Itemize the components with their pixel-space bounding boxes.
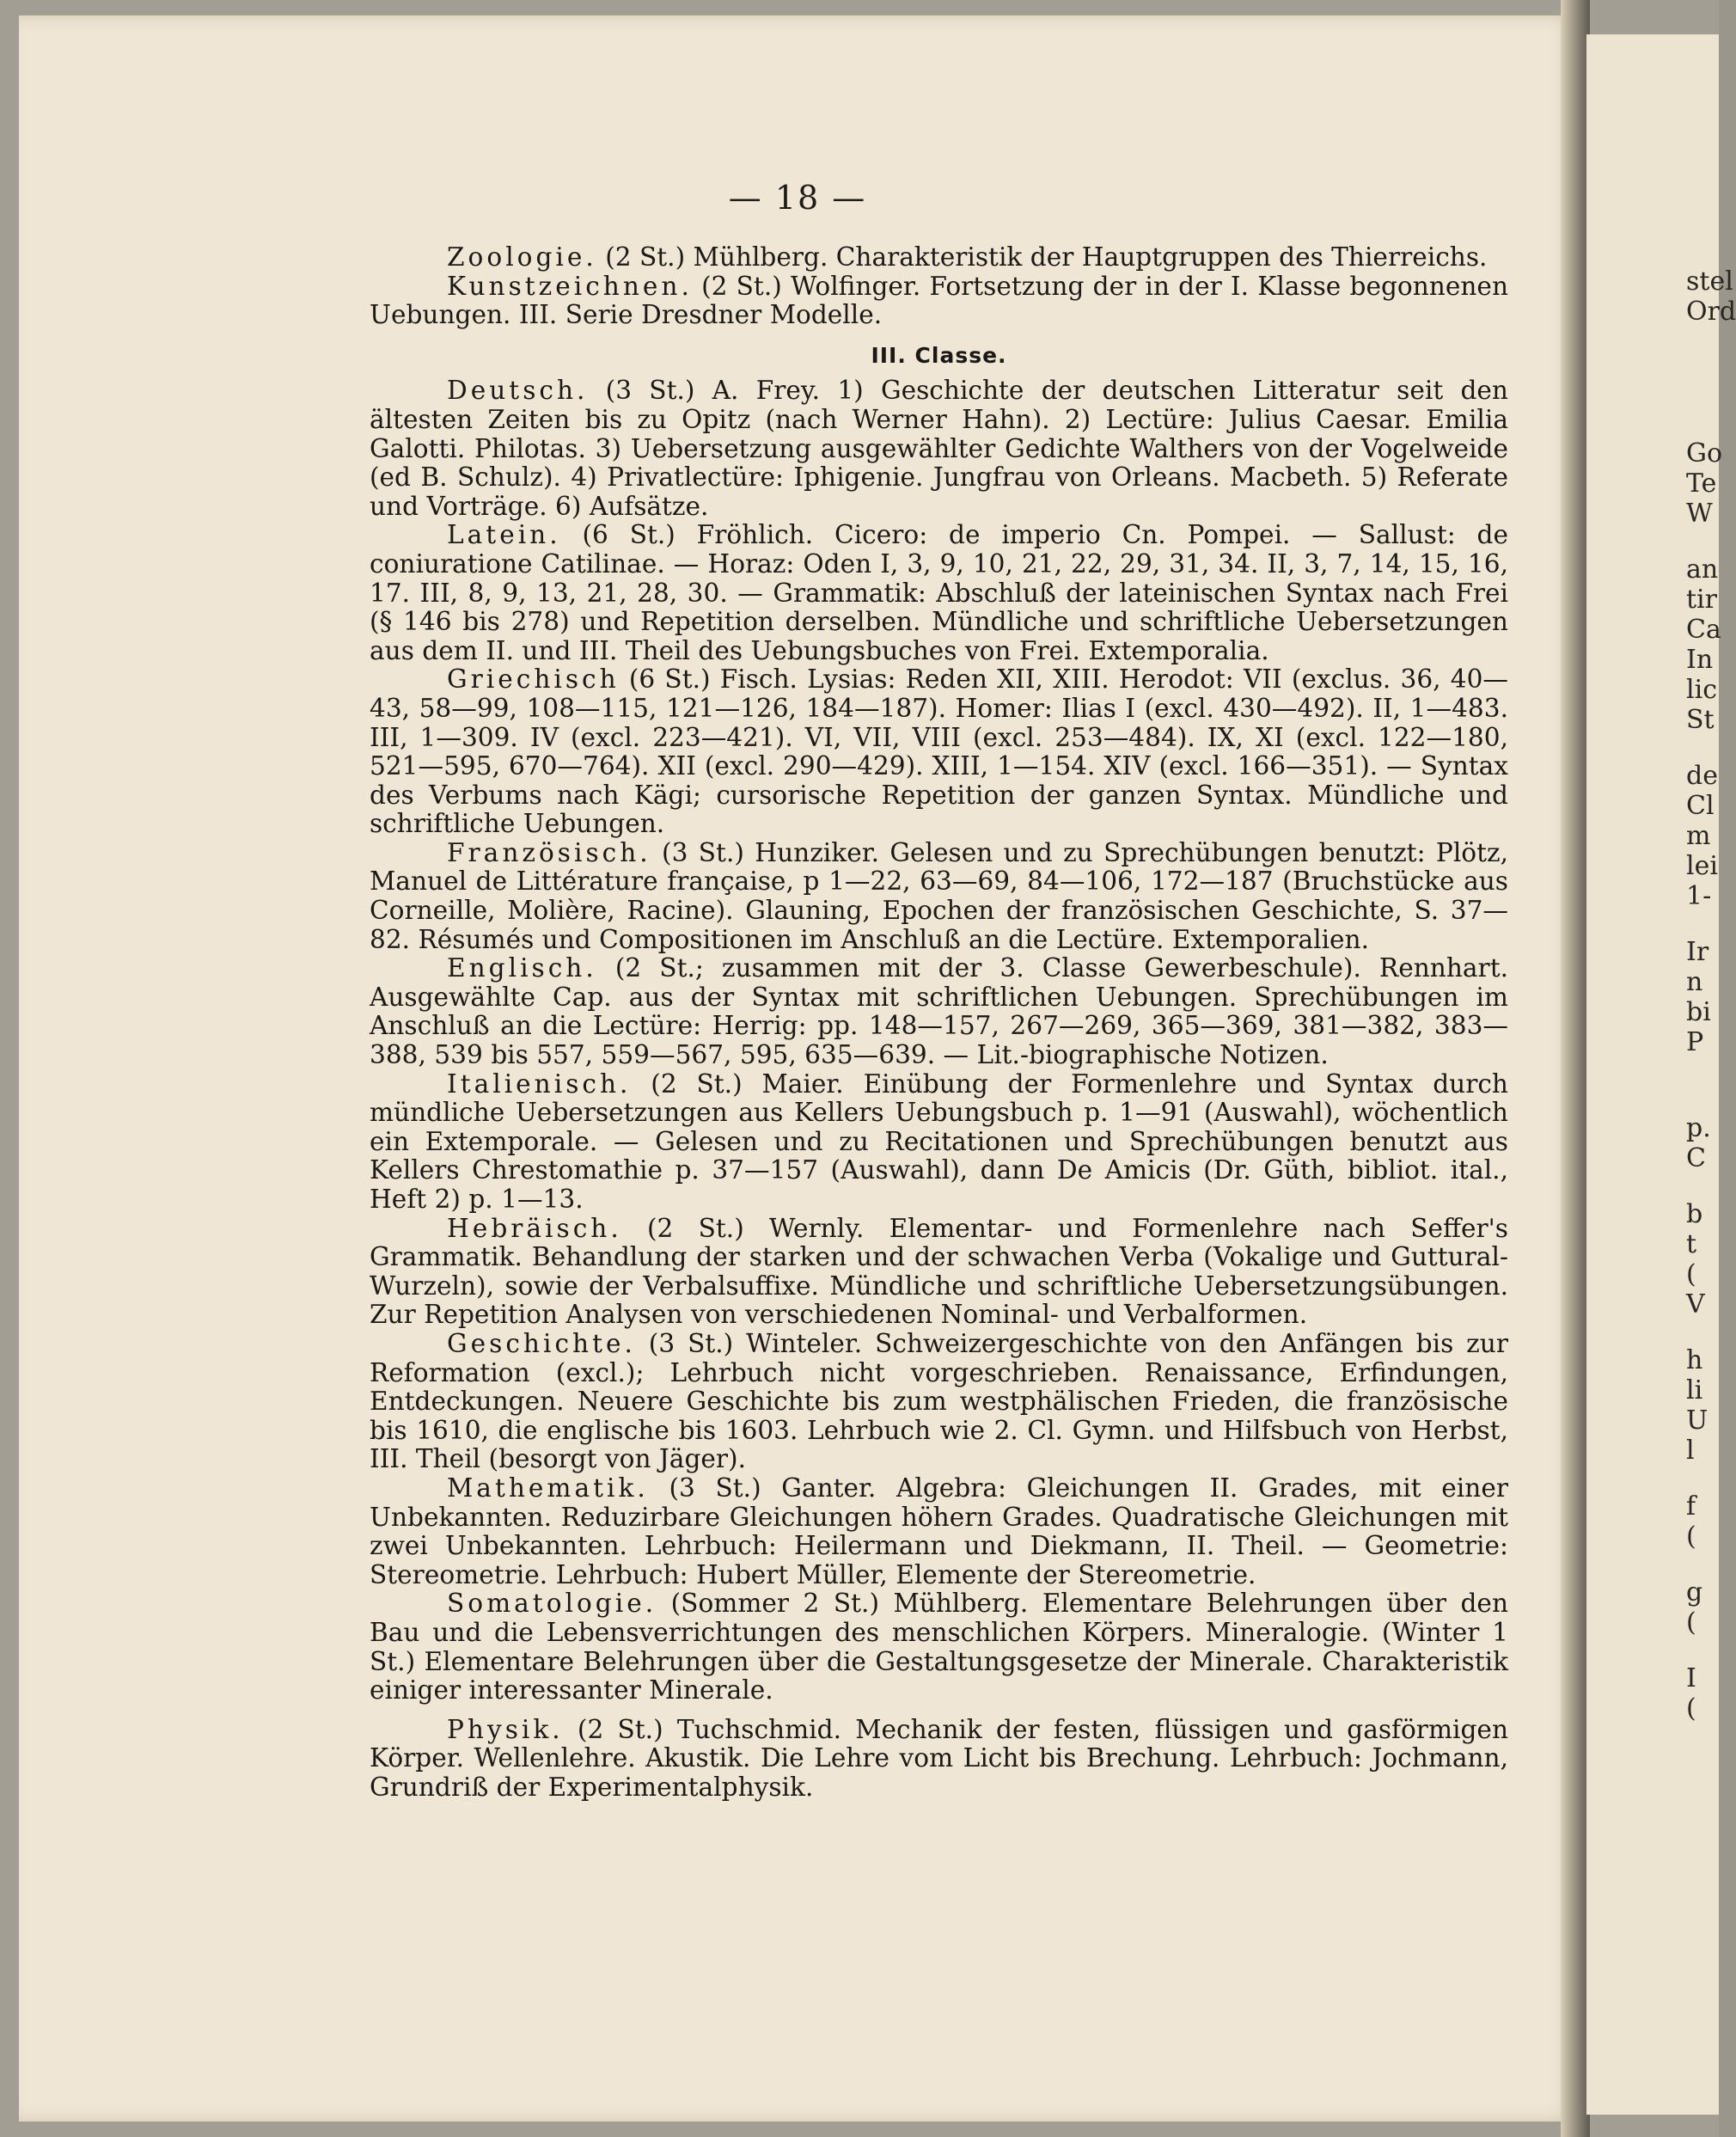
facing-fragment: I xyxy=(1686,1663,1696,1693)
facing-fragment: ( xyxy=(1686,1522,1696,1552)
facing-fragment: V xyxy=(1686,1289,1705,1320)
facing-fragment: t xyxy=(1686,1229,1697,1259)
subject-label: Italienisch. xyxy=(447,1068,632,1099)
facing-fragment: lic xyxy=(1686,675,1717,705)
paragraph-kunstzeichnen: Kunstzeichnen. (2 St.) Wolfinger. Fortsetzung der in der I. Klasse begonnenen Uebungen. III. Serie Dresdner Modelle. xyxy=(370,271,1508,330)
facing-fragment: m xyxy=(1686,821,1711,851)
subject-label: Somatologie. xyxy=(447,1589,657,1619)
facing-fragment: f xyxy=(1686,1491,1696,1522)
facing-fragment: ( xyxy=(1686,1607,1696,1638)
facing-fragment: Ir xyxy=(1686,937,1709,967)
facing-fragment: Ca xyxy=(1686,615,1721,645)
facing-fragment: St xyxy=(1686,705,1715,735)
facing-fragment: li xyxy=(1686,1375,1703,1405)
subject-label: Latein. xyxy=(447,520,561,550)
paragraph-italienisch: Italienisch. (2 St.) Maier. Einübung der Formenlehre und Syntax durch mündliche Uebersetzungen aus Kellers Uebungsbuch p. 1—91 (Auswahl), wöchentlich ein Extemporale. — Gelesen und zu Recitationen und Sprechübungen benutzt aus Kellers Chrestomathie p. 37—157 (Auswahl), dann De Amicis (Dr. Güth, bibliot. ital., Heft 2) p. 1—13. xyxy=(370,1068,1508,1214)
subject-label: Hebräisch. xyxy=(447,1213,622,1243)
paragraph-mathematik: Mathematik. (3 St.) Ganter. Algebra: Gleichungen II. Grades, mit einer Unbekannten. Reduzirbare Gleichungen höhern Grades. Quadratische Gleichungen mit zwei Unbekannten. Lehrbuch: Heilermann und Diekmann, II. Theil. — Geometrie: Stereometrie. Lehrbuch: Hubert Müller, Elemente der Stereometrie. xyxy=(370,1473,1508,1589)
facing-fragment: 1- xyxy=(1686,881,1712,911)
paragraph-hebraeisch: Hebräisch. (2 St.) Wernly. Elementar- und Formenlehre nach Seffer's Grammatik. Behandlung der starken und der schwachen Verba (Vokalige und Guttural-Wurzeln), sowie der Verbalsuffixe. Mündliche und schriftliche Uebersetzungsübungen. Zur Repetition Analysen von verschiedenen Nominal- und Verbalformen. xyxy=(370,1213,1508,1330)
page-body xyxy=(370,243,1508,1802)
facing-fragment: Go xyxy=(1686,438,1723,468)
facing-fragment: g xyxy=(1686,1577,1703,1607)
facing-fragment: b xyxy=(1686,1199,1703,1229)
facing-fragment: de xyxy=(1686,761,1718,791)
paragraph-englisch: Englisch. (2 St.; zusammen mit der 3. Classe Gewerbeschule). Rennhart. Ausgewählte Cap. aus der Syntax mit schriftlichen Uebungen. Sprechübungen im Anschluß an die Lectüre: Herrig: pp. 148—157, 267—269, 365—369, 381—382, 383—388, 539 bis 557, 559—567, 595, 635—639. — Lit.-biographische Notizen. xyxy=(370,953,1508,1070)
page-number: — 18 — xyxy=(728,179,867,217)
paragraph-griechisch: Griechisch (6 St.) Fisch. Lysias: Reden XII, XIII. Herodot: VII (exclus. 36, 40—43, 58—99, 108—115, 121—126, 184—187). Homer: Ilias I (excl. 430—492). II, 1—483. III, 1—309. IV (excl. 223—421). VI, VII, VIII (excl. 253—484). IX, XI (excl. 122—180, 521—595, 670—764). XII (excl. 290—429). XIII, 1—154. XIV (excl. 166—351). — Syntax des Verbums nach Kägi; cursorische Repetition der ganzen Syntax. Mündliche und schriftliche Uebungen. xyxy=(370,664,1508,839)
paragraph-zoologie: Zoologie. (2 St.) Mühlberg. Charakteristik der Hauptgruppen des Thierreichs. xyxy=(447,242,1488,272)
subject-label: Deutsch. xyxy=(447,376,589,406)
facing-fragment: tir xyxy=(1686,585,1717,615)
subject-label: Mathematik. xyxy=(447,1473,649,1503)
paragraph-geschichte: Geschichte. (3 St.) Winteler. Schweizergeschichte von den Anfängen bis zur Reformation (excl.); Lehrbuch nicht vorgeschrieben. Renaissance, Erfindungen, Entdeckungen. Neuere Geschichte bis zum westphälischen Frieden, die französische bis 1610, die englische bis 1603. Lehrbuch wie 2. Cl. Gymn. und Hilfsbuch von Herbst, III. Theil (besorgt von Jäger). xyxy=(370,1328,1508,1474)
subject-label: Französisch. xyxy=(447,837,651,867)
facing-fragment: Ord xyxy=(1686,297,1736,327)
facing-fragment: Te xyxy=(1686,468,1717,499)
facing-fragment: ( xyxy=(1686,1693,1696,1724)
facing-fragment: an xyxy=(1686,554,1719,585)
subject-label: Englisch. xyxy=(447,953,597,983)
book-page xyxy=(19,15,1576,2122)
section-heading: III. Classe. xyxy=(871,342,1007,368)
paragraph-physik: Physik. (2 St.) Tuchschmid. Mechanik der festen, flüssigen und gasförmigen Körper. Wellenlehre. Akustik. Die Lehre vom Licht bis Brechung. Lehrbuch: Jochmann, Grundriß der Experimentalphysik. xyxy=(370,1714,1508,1802)
facing-fragment: n xyxy=(1686,967,1703,997)
subject-label: Geschichte. xyxy=(447,1328,636,1358)
facing-fragment: p. xyxy=(1686,1113,1711,1143)
facing-fragment: Cl xyxy=(1686,791,1715,821)
facing-fragment: P xyxy=(1686,1027,1704,1057)
facing-fragment: ( xyxy=(1686,1259,1696,1289)
facing-fragment: stel xyxy=(1686,266,1733,297)
facing-fragment: bi xyxy=(1686,997,1711,1027)
subject-label: Kunstzeichnen. xyxy=(447,271,693,301)
facing-fragment: lei xyxy=(1686,851,1718,881)
subject-label: Zoologie. xyxy=(447,242,597,272)
facing-fragment: C xyxy=(1686,1143,1706,1173)
book-gutter xyxy=(1561,0,1590,2137)
subject-label: Griechisch xyxy=(447,664,620,695)
paragraph-somatologie: Somatologie. (Sommer 2 St.) Mühlberg. Elementare Belehrungen über den Bau und die Lebensverrichtungen des menschlichen Körpers. Mineralogie. (Winter 1 St.) Elementare Belehrungen über die Gestaltungsgesetze der Minerale. Charakteristik einiger interessanter Minerale. xyxy=(370,1589,1508,1705)
paragraph-latein: Latein. (6 St.) Fröhlich. Cicero: de imperio Cn. Pompei. — Sallust: de coniuratione Catilinae. — Horaz: Oden I, 3, 9, 10, 21, 22, 29, 31, 34. II, 3, 7, 14, 15, 16, 17. III, 8, 9, 13, 21, 28, 30. — Grammatik: Abschluß der lateinischen Syntax nach Frei (§ 146 bis 278) und Repetition derselben. Mündliche und schriftliche Uebersetzungen aus dem II. und III. Theil des Uebungsbuches von Frei. Extemporalia. xyxy=(370,520,1508,665)
facing-fragment: h xyxy=(1686,1345,1703,1375)
facing-page-edge xyxy=(1586,34,1736,2115)
paragraph-franzoesisch: Französisch. (3 St.) Hunziker. Gelesen und zu Sprechübungen benutzt: Plötz, Manuel de Littérature française, p 1—22, 63—69, 84—106, 172—187 (Bruchstücke aus Corneille, Molière, Racine). Glauning, Epochen der französischen Geschichte, S. 37—82. Résumés und Compositionen im Anschluß an die Lectüre. Extemporalien. xyxy=(370,837,1508,954)
paragraph-deutsch: Deutsch. (3 St.) A. Frey. 1) Geschichte der deutschen Litteratur seit den ältesten Zeiten bis zu Opitz (nach Werner Hahn). 2) Lectüre: Julius Caesar. Emilia Galotti. Philotas. 3) Uebersetzung ausgewählter Gedichte Walthers von der Vogelweide (ed B. Schulz). 4) Privatlectüre: Iphigenie. Jungfrau von Orleans. Macbeth. 5) Referate und Vorträge. 6) Aufsätze. xyxy=(370,376,1508,521)
facing-fragment: l xyxy=(1686,1436,1695,1466)
subject-label: Physik. xyxy=(447,1714,564,1744)
facing-fragment: U xyxy=(1686,1405,1708,1436)
facing-fragment: In xyxy=(1686,645,1714,675)
facing-fragment: W xyxy=(1686,499,1713,529)
